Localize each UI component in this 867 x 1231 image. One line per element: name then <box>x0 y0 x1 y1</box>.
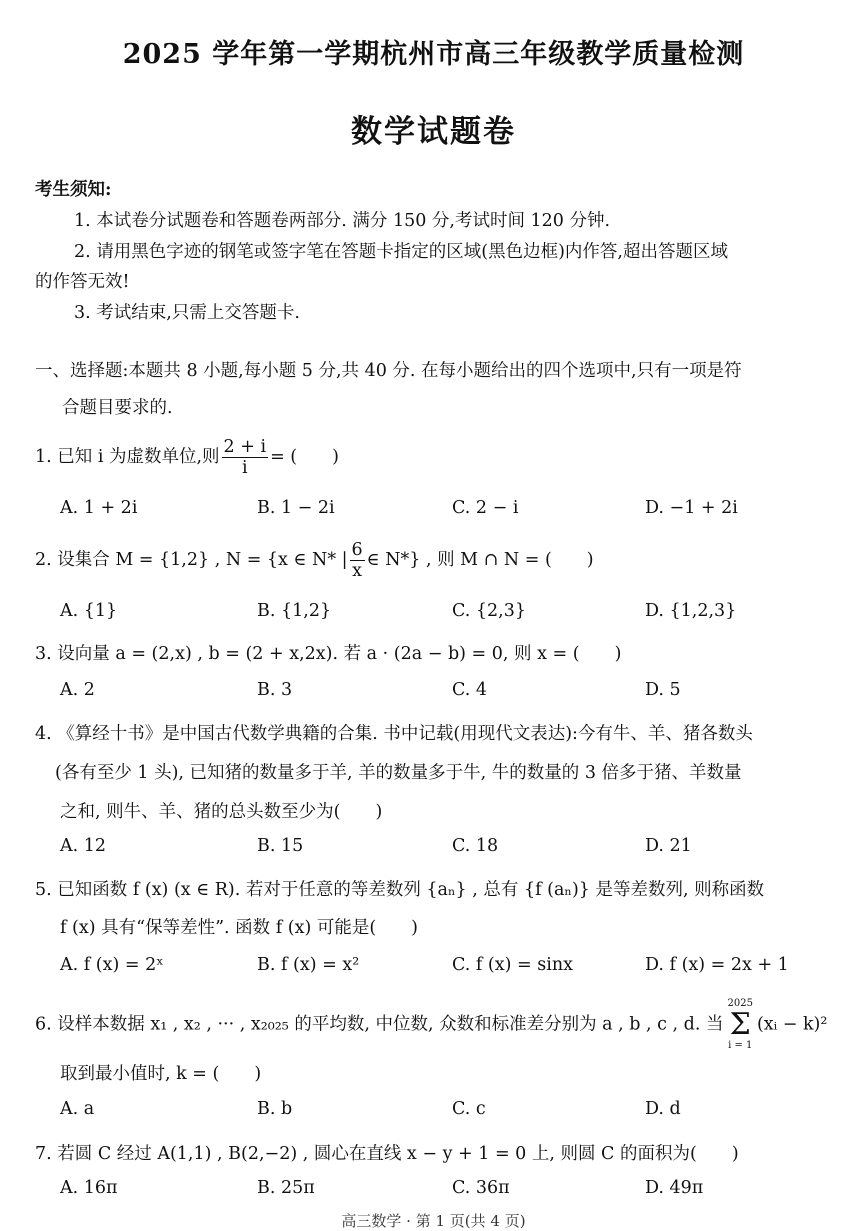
question-2-option-b[interactable]: B. {1,2} <box>257 601 332 621</box>
section-heading-line2: 合题目要求的. <box>62 398 173 418</box>
question-7-option-c[interactable]: C. 36π <box>452 1178 510 1198</box>
question-1-option-b[interactable]: B. 1 − 2i <box>257 498 335 518</box>
summation-symbol: 2025 Σ i = 1 <box>727 998 753 1051</box>
question-5-line2: f (x) 具有“保等差性”. 函数 f (x) 可能是( ) <box>60 918 418 938</box>
question-1-option-d[interactable]: D. −1 + 2i <box>645 498 738 518</box>
question-2-stem: 2. 设集合 M = {1,2} , N = {x ∈ N* | $\frac{6}{x}$ ∈ N*} , 则 M ∩ N = ( ) <box>35 540 594 581</box>
question-1-option-a[interactable]: A. 1 + 2i <box>60 498 138 518</box>
notice-item-2-line2: 的作答无效! <box>35 272 130 292</box>
question-5-option-b[interactable]: B. f (x) = x² <box>257 955 360 975</box>
exam-subtitle: 数学试题卷 <box>351 114 516 150</box>
question-4-option-d[interactable]: D. 21 <box>645 836 692 856</box>
question-3-option-a[interactable]: A. 2 <box>60 680 95 700</box>
question-5-option-c[interactable]: C. f (x) = sinx <box>452 955 573 975</box>
question-5-option-d[interactable]: D. f (x) = 2x + 1 <box>645 955 789 975</box>
question-3-stem: 3. 设向量 a = (2,x) , b = (2 + x,2x). 若 a · (2a − b) = 0, 则 x = ( ) <box>35 644 622 664</box>
notice-heading: 考生须知: <box>35 180 112 200</box>
notice-item-3: 3. 考试结束,只需上交答题卡. <box>74 303 300 323</box>
question-6-option-a[interactable]: A. a <box>60 1099 95 1119</box>
notice-item-1: 1. 本试卷分试题卷和答题卷两部分. 满分 150 分,考试时间 120 分钟. <box>74 211 611 231</box>
question-4-option-c[interactable]: C. 18 <box>452 836 499 856</box>
question-6-option-c[interactable]: C. c <box>452 1099 486 1119</box>
question-2-option-c[interactable]: C. {2,3} <box>452 601 526 621</box>
question-4-option-a[interactable]: A. 12 <box>60 836 107 856</box>
notice-item-2-line1: 2. 请用黑色字迹的钢笔或签字笔在答题卡指定的区域(黑色边框)内作答,超出答题区域 <box>74 242 728 262</box>
question-4-line2: (各有至少 1 头), 已知猪的数量多于羊, 羊的数量多于牛, 牛的数量的 3 倍多于猪、羊数量 <box>55 763 742 783</box>
question-1-stem: 1. 已知 i 为虚数单位,则 $\frac{2 + i}{i}$ = ( ) <box>35 437 339 478</box>
question-7-option-b[interactable]: B. 25π <box>257 1178 315 1198</box>
question-6-option-b[interactable]: B. b <box>257 1099 293 1119</box>
question-7-option-a[interactable]: A. 16π <box>60 1178 118 1198</box>
question-6-stem: 6. 设样本数据 x₁ , x₂ , ··· , x₂₀₂₅ 的平均数, 中位数, 众数和标准差分别为 a , b , c , d. 当 2025 Σ i = 1 (xᵢ − k)² <box>35 998 828 1051</box>
question-6-option-d[interactable]: D. d <box>645 1099 681 1119</box>
page-footer: 高三数学 · 第 1 页(共 4 页) <box>341 1212 526 1230</box>
question-3-option-d[interactable]: D. 5 <box>645 680 681 700</box>
question-3-option-c[interactable]: C. 4 <box>452 680 488 700</box>
question-4-line3: 之和, 则牛、羊、猪的总头数至少为( ) <box>60 802 383 822</box>
question-4-line1: 4. 《算经十书》是中国古代数学典籍的合集. 书中记载(用现代文表达):今有牛、羊、猪各数头 <box>35 724 753 744</box>
question-3-option-b[interactable]: B. 3 <box>257 680 293 700</box>
fraction: $\frac{6}{x}$ <box>351 540 363 581</box>
question-5-line1: 5. 已知函数 f (x) (x ∈ R). 若对于任意的等差数列 {aₙ} , 总有 {f (aₙ)} 是等差数列, 则称函数 <box>35 880 765 900</box>
question-2-option-a[interactable]: A. {1} <box>60 601 118 621</box>
question-6-line2: 取到最小值时, k = ( ) <box>60 1064 262 1084</box>
exam-title: 2025 学年第一学期杭州市高三年级教学质量检测 <box>122 39 745 70</box>
question-1-option-c[interactable]: C. 2 − i <box>452 498 519 518</box>
section-heading-line1: 一、选择题:本题共 8 小题,每小题 5 分,共 40 分. 在每小题给出的四个选项中,只有一项是符 <box>35 361 742 381</box>
question-2-option-d[interactable]: D. {1,2,3} <box>645 601 737 621</box>
question-7-option-d[interactable]: D. 49π <box>645 1178 704 1198</box>
question-5-option-a[interactable]: A. f (x) = 2ˣ <box>60 955 164 975</box>
question-7-stem: 7. 若圆 C 经过 A(1,1) , B(2,−2) , 圆心在直线 x − y + 1 = 0 上, 则圆 C 的面积为( ) <box>35 1144 739 1164</box>
fraction: $\frac{2 + i}{i}$ <box>223 437 267 478</box>
question-4-option-b[interactable]: B. 15 <box>257 836 304 856</box>
